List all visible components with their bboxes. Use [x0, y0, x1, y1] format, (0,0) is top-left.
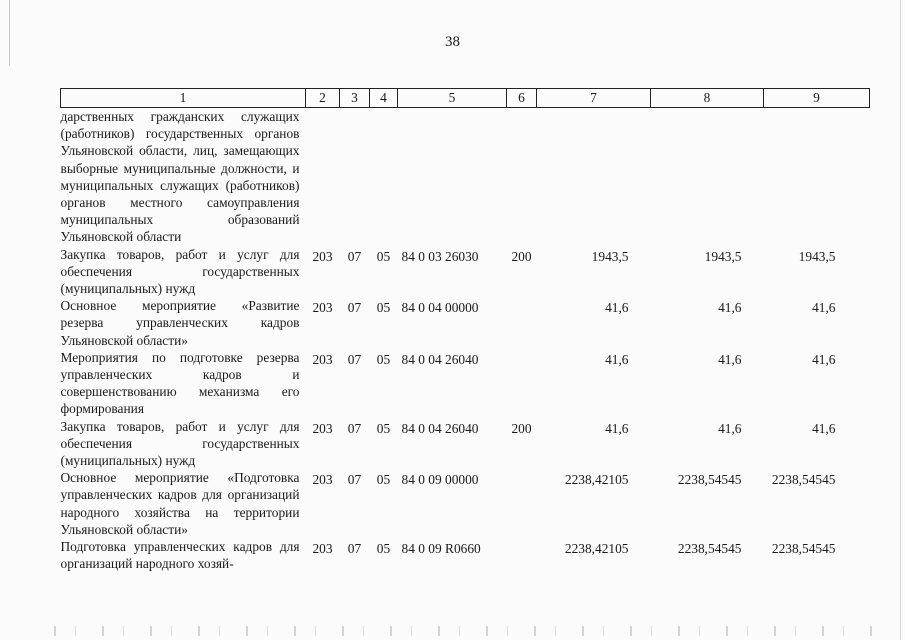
header-row — [61, 89, 870, 108]
row-section-code: 07 — [347, 472, 362, 488]
scan-edge-left — [9, 0, 10, 66]
row-amount-col8: 2238,54545 — [677, 472, 742, 488]
row-ministry-code — [306, 108, 340, 246]
row-subsection-code: 05 — [376, 472, 391, 488]
row-amount-col7 — [537, 108, 651, 246]
table-row — [61, 418, 870, 470]
row-ministry-code: 203 — [312, 541, 333, 557]
row-amount-col7: 2238,42105 — [564, 472, 629, 488]
row-ministry-code: 203 — [312, 472, 333, 488]
page-number: 38 — [445, 34, 460, 50]
row-expense-type — [507, 538, 537, 572]
row-description: Основное мероприятие «Развитие резерва управленческих кадров Ульяновской области» — [60, 298, 300, 348]
row-subsection-code — [370, 108, 398, 246]
row-amount-col8: 41,6 — [718, 420, 742, 436]
row-amount-col8 — [651, 108, 764, 246]
header-col-4: 4 — [370, 89, 398, 108]
row-description: Основное мероприятие «Подготовка управленческих кадров для организаций народного хозяйства на территории Ульяновской области» — [60, 470, 300, 537]
table-body — [61, 108, 870, 573]
row-amount-col8: 1943,5 — [704, 248, 742, 264]
table-row — [61, 349, 870, 418]
header-col-1: 1 — [61, 89, 306, 108]
row-subsection-code: 05 — [376, 420, 391, 436]
row-expense-type: 200 — [511, 248, 532, 264]
row-ministry-code: 203 — [312, 351, 333, 367]
row-amount-col8: 41,6 — [718, 300, 742, 316]
row-target-code — [398, 108, 507, 246]
row-amount-col7: 41,6 — [605, 420, 629, 436]
row-ministry-code: 203 — [312, 248, 333, 264]
row-target-code: 84 0 09 R0660 — [401, 541, 481, 557]
row-subsection-code: 05 — [376, 248, 391, 264]
row-amount-col9: 2238,54545 — [771, 472, 836, 488]
row-amount-col7: 41,6 — [605, 300, 629, 316]
row-subsection-code: 05 — [376, 541, 391, 557]
table-row — [61, 108, 870, 246]
row-target-code: 84 0 04 26040 — [401, 351, 479, 367]
row-expense-type — [507, 349, 537, 418]
table-header — [61, 89, 870, 108]
row-section-code: 07 — [347, 541, 362, 557]
table-row — [61, 246, 870, 298]
header-col-3: 3 — [340, 89, 370, 108]
row-description: Закупка товаров, работ и услуг для обеспечения государственных (муниципальных) нужд — [60, 246, 300, 297]
row-amount-col9: 2238,54545 — [771, 541, 836, 557]
table-row — [61, 538, 870, 572]
row-description: Подготовка управленческих кадров для организаций народного хозяй- — [60, 539, 300, 572]
row-amount-col8: 2238,54545 — [677, 541, 742, 557]
table-row — [61, 469, 870, 538]
table-row — [61, 297, 870, 349]
row-section-code: 07 — [347, 420, 362, 436]
row-target-code: 84 0 09 00000 — [401, 472, 479, 488]
header-col-8: 8 — [651, 89, 764, 108]
row-expense-type: 200 — [511, 420, 532, 436]
row-subsection-code: 05 — [376, 351, 391, 367]
row-amount-col7: 1943,5 — [591, 248, 629, 264]
row-target-code: 84 0 04 00000 — [401, 300, 479, 316]
row-ministry-code: 203 — [312, 420, 333, 436]
row-expense-type — [507, 297, 537, 349]
row-description: Закупка товаров, работ и услуг для обеспечения государственных (муниципальных) нужд — [60, 418, 300, 469]
header-col-7: 7 — [537, 89, 651, 108]
row-section-code — [340, 108, 370, 246]
row-amount-col9: 41,6 — [812, 351, 836, 367]
row-ministry-code: 203 — [312, 300, 333, 316]
row-expense-type — [507, 469, 537, 538]
row-amount-col9: 1943,5 — [798, 248, 836, 264]
header-col-2: 2 — [306, 89, 340, 108]
row-section-code: 07 — [347, 351, 362, 367]
scan-edge-right — [900, 0, 901, 640]
scan-artifact-footer — [28, 626, 887, 636]
row-description: Мероприятия по подготовке резерва управленческих кадров и совершенствованию механизма его формирования — [60, 349, 300, 417]
row-section-code: 07 — [347, 300, 362, 316]
row-amount-col8: 41,6 — [718, 351, 742, 367]
header-col-9: 9 — [764, 89, 870, 108]
header-col-6: 6 — [507, 89, 537, 108]
row-amount-col7: 2238,42105 — [564, 541, 629, 557]
row-target-code: 84 0 04 26040 — [401, 420, 479, 436]
budget-table — [60, 88, 870, 572]
row-description: дарственных гражданских служащих (работников) государственных органов Ульяновской области, лиц, замещающих выборные муниципальные должности, и муниципальных служащих (работников) органов местного самоуправления муниципальных образований Ульяновской области — [60, 109, 300, 245]
row-amount-col9: 41,6 — [812, 300, 836, 316]
row-expense-type — [507, 108, 537, 246]
row-amount-col7: 41,6 — [605, 351, 629, 367]
row-subsection-code: 05 — [376, 300, 391, 316]
header-col-5: 5 — [398, 89, 507, 108]
row-amount-col9: 41,6 — [812, 420, 836, 436]
row-amount-col9 — [764, 108, 870, 246]
row-section-code: 07 — [347, 248, 362, 264]
row-target-code: 84 0 03 26030 — [401, 248, 479, 264]
